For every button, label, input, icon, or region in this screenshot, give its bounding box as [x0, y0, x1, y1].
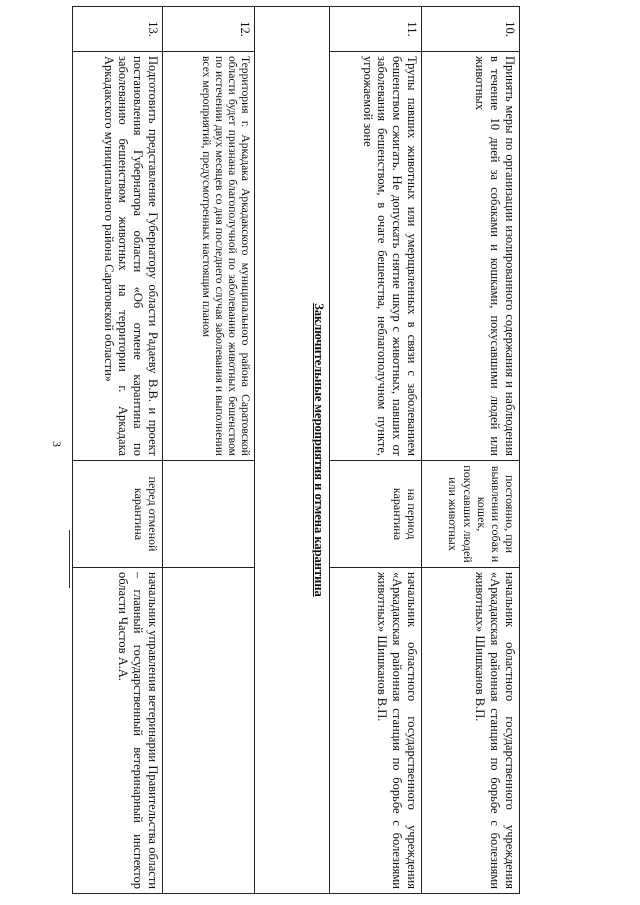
row-term: [163, 461, 255, 568]
page-number: 3: [50, 441, 64, 447]
row-term: постоянно, при выявлении собак и кошек, покусавших людей или животных: [422, 461, 520, 568]
row-action: Территория г. Аркадака Аркадакского муниципального района Саратовской области будет признана благополучной по заболеванию животных бешенством по истечении двух месяцев со дня последнего случая заболевания и выполнении всех мероприятий, предусмотренных настоящим планом: [163, 52, 255, 461]
table-row: [73, 7, 163, 894]
row-number: 11.: [330, 7, 422, 52]
table-row: [163, 7, 255, 894]
section-title: Заключительные мероприятия и отмена карантина: [255, 7, 330, 894]
table-row: [422, 7, 520, 894]
footer-rule: [69, 530, 70, 588]
rotated-table-wrapper: [72, 6, 520, 894]
row-action: Трупы павших животных или умерщвленных в связи с заболеванием бешенством сжигать. Не допускать снятие шкур с животных, павших от заболевания бешенством, в очаге бешенства, неблагополучном пункте, угрожаемой зоне: [330, 52, 422, 461]
row-action: Принять меры по организации изолированного содержания и наблюдения в течение 10 дней за собаками и кошками, покусавшими людей или животных: [422, 52, 520, 461]
plan-table: [72, 6, 520, 894]
row-number: 13.: [73, 7, 163, 52]
table-row: [330, 7, 422, 894]
row-responsible: начальник областного государственного учреждения «Аркадакская районная станция по борьбе с болезнями животных» Шишканов В.П.: [422, 568, 520, 894]
row-responsible: начальник областного государственного учреждения «Аркадакская районная станция по борьбе с болезнями животных» Шишканов В.П.: [330, 568, 422, 894]
row-responsible: [163, 568, 255, 894]
section-row: [255, 7, 330, 894]
row-number: 12.: [163, 7, 255, 52]
row-term: перед отменой карантина: [73, 461, 163, 568]
row-responsible: начальник управления ветеринарии Правительства области – главный государственный ветеринарный инспектор области Частов А.А.: [73, 568, 163, 894]
row-action: Подготовить представление Губернатору области Радаеву В.В. и проект постановления Губернатора области «Об отмене карантина по заболеванию бешенством животных на территории г. Аркадака Аркадакского муниципального района Саратовской области»: [73, 52, 163, 461]
row-term: на период карантина: [330, 461, 422, 568]
row-number: 10.: [422, 7, 520, 52]
